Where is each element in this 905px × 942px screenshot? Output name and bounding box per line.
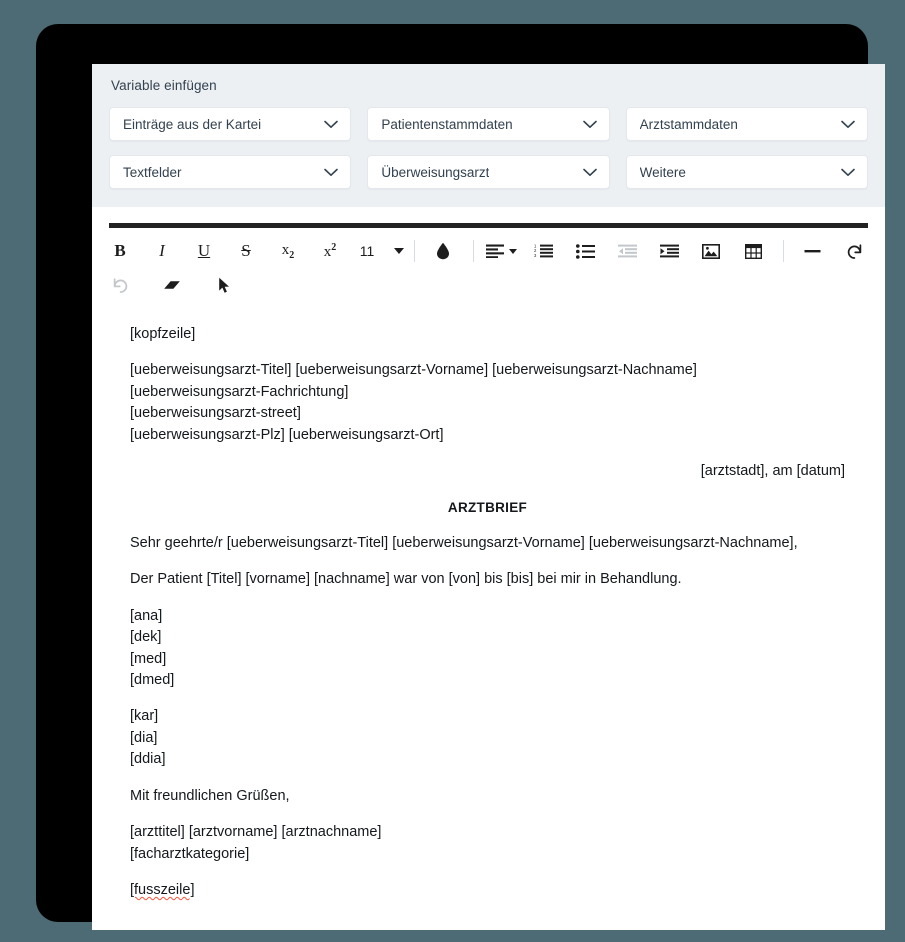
doc-signature-line: [arzttitel] [arztvorname] [arztnachname]	[130, 824, 382, 841]
editor-container	[92, 223, 885, 926]
underline-label: U	[197, 241, 211, 260]
undo-button[interactable]	[838, 236, 870, 266]
droplet-icon	[436, 242, 450, 260]
doc-block-one	[130, 606, 845, 692]
toolbar-row-secondary	[104, 268, 873, 302]
doc-signature-block	[130, 822, 845, 865]
chevron-down-icon	[841, 168, 855, 177]
doc-spacer	[130, 691, 845, 706]
dropdown-label: Arztstammdaten	[639, 116, 738, 132]
doc-salutation: Sehr geehrte/r [ueberweisungsarzt-Titel] [ueberweisungsarzt-Vorname] [ueberweisungsarzt-Nachname],	[130, 534, 798, 551]
doc-footer-line: [fusszeile]	[130, 882, 195, 899]
chevron-down-icon	[841, 120, 855, 129]
horizontal-rule-button[interactable]	[796, 236, 828, 266]
chevron-down-icon	[583, 168, 597, 177]
unordered-list-icon	[576, 244, 595, 259]
align-selector[interactable]	[486, 244, 517, 258]
fill-color-button[interactable]	[427, 236, 459, 266]
italic-button[interactable]	[146, 236, 178, 266]
doc-title: ARZTBRIEF	[447, 499, 528, 515]
strikethrough-label: S	[241, 241, 251, 260]
undo-icon	[846, 243, 863, 260]
doc-address-line: [ueberweisungsarzt-Titel] [ueberweisungsarzt-Vorname] [ueberweisungsarzt-Nachname]	[130, 362, 697, 379]
doc-placeholder-line: [med]	[130, 650, 167, 667]
doc-spacer	[130, 771, 845, 786]
doc-placeholder-line: [dek]	[130, 629, 162, 646]
superscript-mark: 2	[331, 241, 337, 253]
bold-label: B	[114, 241, 126, 260]
superscript-button[interactable]	[314, 236, 346, 266]
dropdown-arztstammdaten[interactable]	[626, 107, 868, 141]
doc-placeholder-line: [ana]	[130, 607, 163, 624]
ordered-list-icon	[534, 244, 553, 259]
doc-closing: Mit freundlichen Grüßen,	[130, 787, 290, 804]
variable-insert-panel	[92, 64, 885, 207]
doc-header-line: [kopfzeile]	[130, 326, 196, 342]
redo-button[interactable]	[104, 270, 136, 300]
indent-icon	[660, 244, 679, 259]
toolbar-divider	[473, 240, 474, 262]
bold-button[interactable]	[104, 236, 136, 266]
insert-table-button[interactable]	[737, 236, 769, 266]
doc-placeholder-line: [kar]	[130, 708, 159, 725]
toolbar-row-primary	[104, 234, 873, 268]
variable-insert-title: Variable einfügen	[111, 78, 217, 93]
table-icon	[745, 244, 762, 259]
doc-spacer	[130, 446, 845, 461]
doc-placeholder-line: [ddia]	[130, 751, 166, 768]
doc-address-block	[130, 360, 845, 446]
dropdown-label: Textfelder	[123, 164, 182, 180]
toolbar-divider	[414, 240, 415, 262]
subscript-mark: 2	[289, 249, 295, 261]
doc-placeholder-line: [dmed]	[130, 671, 175, 688]
eraser-icon	[163, 278, 181, 292]
dropdown-label: Weitere	[639, 164, 686, 180]
outdent-button[interactable]	[611, 236, 643, 266]
dropdown-weitere[interactable]	[626, 155, 868, 189]
image-icon	[702, 244, 720, 259]
align-left-icon	[486, 244, 504, 258]
doc-intro: Der Patient [Titel] [vorname] [nachname] war von [von] bis [bis] bei mir in Behandlung.	[130, 571, 682, 588]
indent-button[interactable]	[653, 236, 685, 266]
app-screen	[92, 64, 885, 930]
underline-button[interactable]	[188, 236, 220, 266]
outdent-icon	[618, 244, 637, 259]
doc-block-two	[130, 706, 845, 770]
toolbar-divider	[783, 240, 784, 262]
superscript-base: x	[323, 243, 332, 260]
insert-image-button[interactable]	[695, 236, 727, 266]
dropdown-label: Überweisungsarzt	[381, 164, 490, 180]
dropdown-ueberweisungsarzt[interactable]	[367, 155, 609, 189]
subscript-base: x	[281, 241, 290, 258]
chevron-down-icon	[324, 168, 338, 177]
doc-signature-line: [facharztkategorie]	[130, 845, 250, 862]
dropdown-label: Einträge aus der Kartei	[123, 116, 262, 132]
dropdown-patientenstammdaten[interactable]	[367, 107, 609, 141]
dropdown-textfelder[interactable]	[109, 155, 351, 189]
doc-date-line: [arztstadt], am [datum]	[700, 463, 845, 480]
doc-footer-line-wrapper	[130, 880, 845, 901]
font-size-selector[interactable]	[356, 243, 404, 259]
doc-placeholder-line: [dia]	[130, 729, 158, 746]
chevron-down-icon	[394, 248, 404, 254]
dropdown-label: Patientenstammdaten	[381, 116, 513, 132]
cursor-arrow-icon	[218, 277, 231, 294]
svg-text:1: 1	[533, 243, 536, 248]
italic-label: I	[159, 241, 165, 260]
font-size-value: 11	[359, 243, 375, 259]
variable-dropdown-grid	[109, 107, 868, 189]
ordered-list-button[interactable]	[527, 236, 559, 266]
unordered-list-button[interactable]	[569, 236, 601, 266]
chevron-down-icon	[509, 249, 517, 254]
editor-toolbar	[92, 228, 885, 304]
doc-address-line: [ueberweisungsarzt-Fachrichtung]	[130, 383, 349, 400]
strikethrough-button[interactable]	[230, 236, 262, 266]
doc-spacer	[130, 865, 845, 880]
subscript-label	[282, 242, 295, 261]
superscript-label	[324, 242, 337, 261]
redo-icon	[112, 277, 129, 294]
chevron-down-icon	[324, 120, 338, 129]
svg-text:3: 3	[533, 252, 536, 258]
select-tool-button[interactable]	[208, 270, 240, 300]
document-editor-canvas[interactable]	[92, 304, 885, 926]
clear-formatting-button[interactable]	[156, 270, 188, 300]
chevron-down-icon	[583, 120, 597, 129]
doc-address-line: [ueberweisungsarzt-street]	[130, 405, 301, 422]
dropdown-kartei-entries[interactable]	[109, 107, 351, 141]
svg-text:2: 2	[533, 247, 536, 253]
horizontal-rule-icon	[804, 244, 821, 258]
doc-address-line: [ueberweisungsarzt-Plz] [ueberweisungsarzt-Ort]	[130, 426, 444, 443]
device-frame	[36, 24, 868, 922]
subscript-button[interactable]	[272, 236, 304, 266]
